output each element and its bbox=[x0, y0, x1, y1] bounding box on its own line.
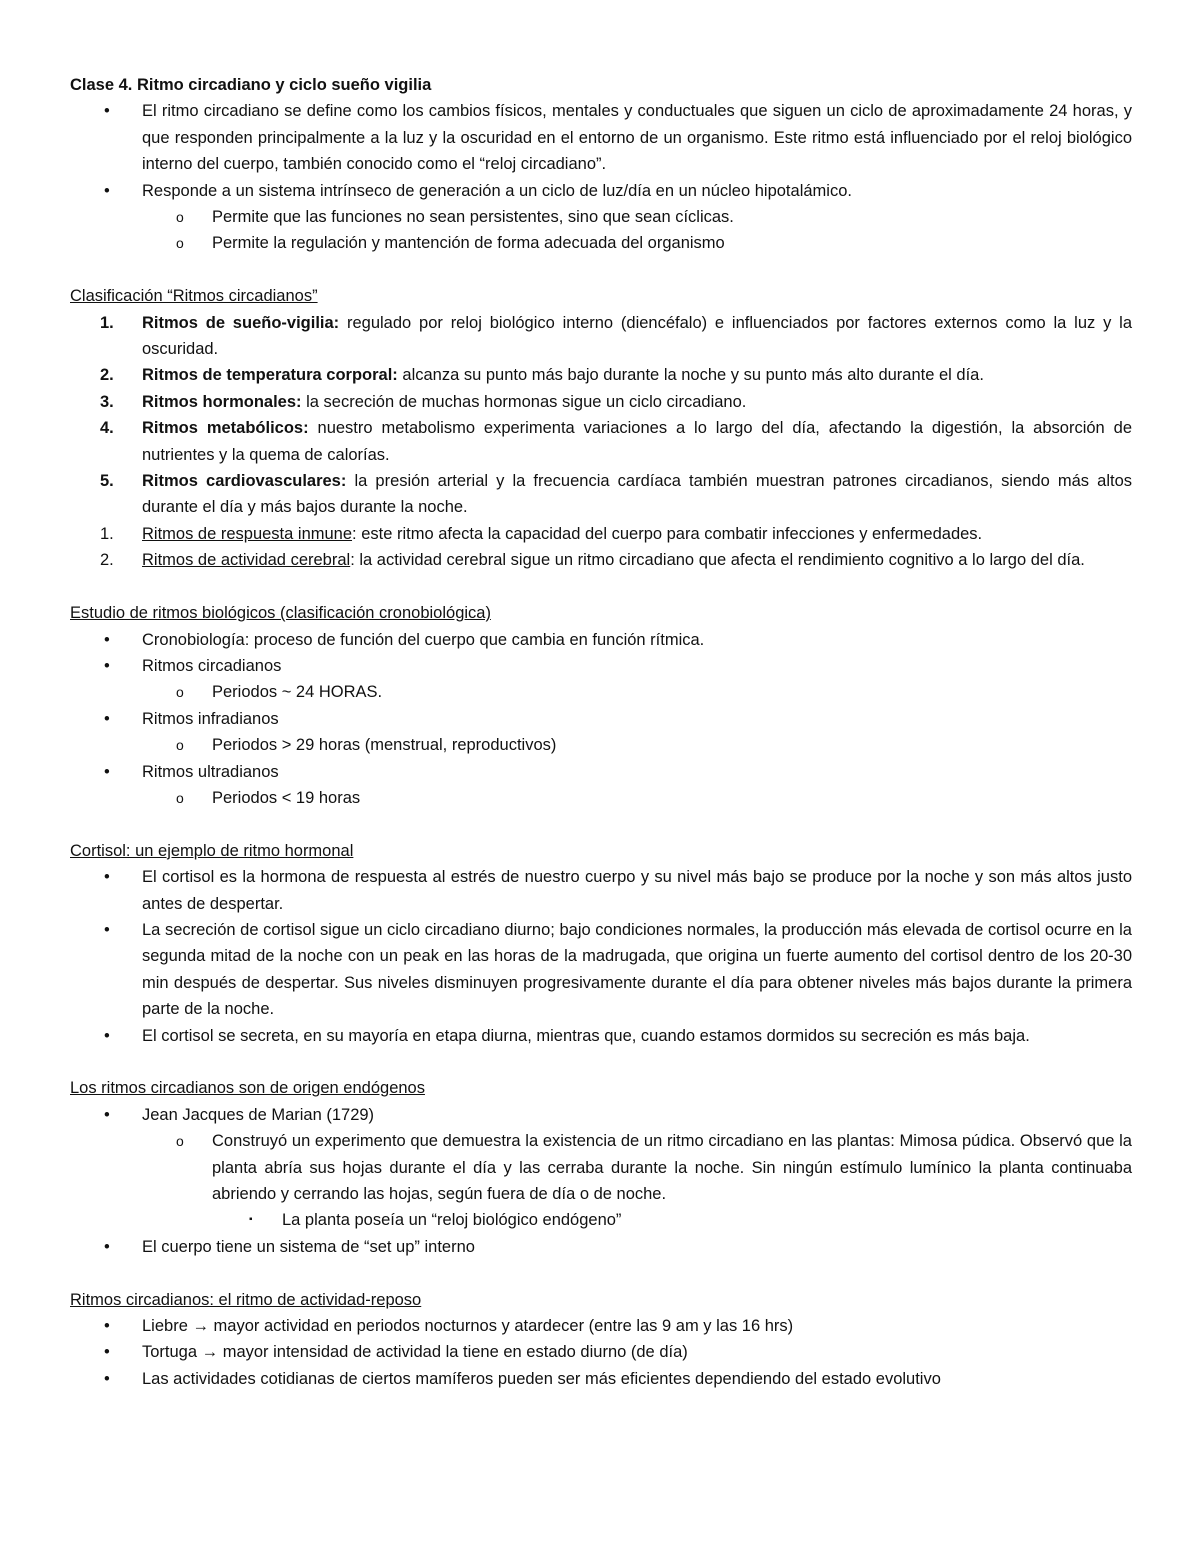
circle-bullet-icon: o bbox=[176, 684, 184, 701]
sub-list-item: o Periodos < 19 horas bbox=[70, 785, 1132, 811]
sub-list-item: o Periodos > 29 horas (menstrual, reproductivos) bbox=[70, 732, 1132, 758]
bullet-icon: • bbox=[104, 1343, 110, 1362]
list-item: 1. Ritmos de sueño-vigilia: regulado por reloj biológico interno (diencéfalo) e influenciados por factores externos como la luz y la oscuridad. bbox=[100, 313, 1132, 359]
list-item: • Jean Jacques de Marian (1729) bbox=[70, 1102, 1132, 1128]
list-item: 2. Ritmos de actividad cerebral: la actividad cerebral sigue un ritmo circadiano que afecta el rendimiento cognitivo a lo largo del día. bbox=[100, 551, 1085, 570]
bullet-icon: • bbox=[104, 1317, 110, 1336]
bullet-list bbox=[70, 627, 1132, 812]
list-item: • Ritmos circadianos bbox=[70, 653, 1132, 679]
list-item: • Ritmos infradianos bbox=[70, 706, 1132, 732]
bullet-icon: • bbox=[104, 1369, 110, 1388]
list-item: • Responde a un sistema intrínseco de generación a un ciclo de luz/día en un núcleo hipotalámico. bbox=[70, 178, 1132, 204]
bullet-icon: • bbox=[104, 709, 110, 728]
list-item: • El cortisol es la hormona de respuesta al estrés de nuestro cuerpo y su nivel más bajo se produce por la noche y son más altos justo antes de despertar. bbox=[70, 864, 1132, 917]
sub-list-item: o Permite que las funciones no sean persistentes, sino que sean cíclicas. bbox=[70, 204, 1132, 230]
bullet-icon: • bbox=[104, 102, 110, 121]
numbered-list bbox=[70, 310, 1132, 574]
section-heading: Cortisol: un ejemplo de ritmo hormonal bbox=[70, 841, 354, 860]
list-item: • El cuerpo tiene un sistema de “set up” interno bbox=[70, 1234, 1132, 1260]
sub-list-item: o Periodos ~ 24 HORAS. bbox=[70, 679, 1132, 705]
circle-bullet-icon: o bbox=[176, 209, 184, 226]
list-item: • El ritmo circadiano se define como los cambios físicos, mentales y conductuales que siguen un ciclo de aproximadamente 24 horas, y que responden principalmente a la luz y la oscuridad en el entorno de un organismo. Este ritmo está influenciado por el reloj biológico interno del cuerpo, también conocido como el “reloj circadiano”. bbox=[70, 98, 1132, 177]
list-item: • El cortisol se secreta, en su mayoría en etapa diurna, mientras que, cuando estamos dormidos su secreción es más baja. bbox=[70, 1023, 1132, 1049]
list-item: • Cronobiología: proceso de función del cuerpo que cambia en función rítmica. bbox=[70, 627, 1132, 653]
bullet-icon: • bbox=[104, 868, 110, 887]
list-item: 1. Ritmos de respuesta inmune: este ritmo afecta la capacidad del cuerpo para combatir infecciones y enfermedades. bbox=[100, 524, 983, 543]
bullet-icon: • bbox=[104, 920, 110, 939]
bullet-icon: • bbox=[104, 1237, 110, 1256]
list-item: • Las actividades cotidianas de ciertos mamíferos pueden ser más eficientes dependiendo del estado evolutivo bbox=[70, 1366, 1132, 1392]
sub-sub-list-item: ▪ La planta poseía un “reloj biológico endógeno” bbox=[70, 1207, 1132, 1233]
bullet-icon: • bbox=[104, 1105, 110, 1124]
list-item: 2. Ritmos de temperatura corporal: alcanza su punto más bajo durante la noche y su punto más alto durante el día. bbox=[100, 366, 984, 385]
section-heading: Los ritmos circadianos son de origen endógenos bbox=[70, 1079, 425, 1098]
document-title: Clase 4. Ritmo circadiano y ciclo sueño vigilia bbox=[70, 76, 432, 94]
section-origen-endogeno bbox=[70, 1075, 1132, 1260]
list-item: 5. Ritmos cardiovasculares: la presión arterial y la frecuencia cardíaca también muestran patrones circadianos, siendo más altos durante el día y más bajos durante la noche. bbox=[100, 472, 1132, 517]
list-item: • Liebre → mayor actividad en periodos nocturnos y atardecer (entre las 9 am y las 16 hrs) bbox=[70, 1313, 1132, 1339]
bullet-list bbox=[70, 864, 1132, 1049]
section-heading: Estudio de ritmos biológicos (clasificación cronobiológica) bbox=[70, 604, 491, 623]
circle-bullet-icon: o bbox=[176, 235, 184, 252]
circle-bullet-icon: o bbox=[176, 1133, 184, 1150]
section-heading: Ritmos circadianos: el ritmo de actividad-reposo bbox=[70, 1290, 422, 1309]
section-actividad-reposo bbox=[70, 1287, 1132, 1393]
list-item: 3. Ritmos hormonales: la secreción de muchas hormonas sigue un ciclo circadiano. bbox=[100, 392, 747, 411]
section-cortisol bbox=[70, 838, 1132, 1049]
bullet-icon: • bbox=[104, 1026, 110, 1045]
list-item: • La secreción de cortisol sigue un ciclo circadiano diurno; bajo condiciones normales, la producción más elevada de cortisol ocurre en la segunda mitad de la noche con un peak en las horas de la madrugada, que origina un fuerte aumento del cortisol dentro de los 20-30 min después de despertar. Sus niveles disminuyen progresivamente durante el día para obtener niveles más bajos durante la primera parte de la noche. bbox=[70, 917, 1132, 1023]
bullet-icon: • bbox=[104, 630, 110, 649]
sub-list-item: o Construyó un experimento que demuestra la existencia de un ritmo circadiano en las plantas: Mimosa púdica. Observó que la planta abría sus hojas durante el día y las cerraba durante la noche. Sin ningún estímulo lumínico la planta continuaba abriendo y cerrando las hojas, según fuera de día o de noche. bbox=[70, 1128, 1132, 1207]
sub-list-item: o Permite la regulación y mantención de forma adecuada del organismo bbox=[70, 230, 1132, 256]
list-item: • Tortuga → mayor intensidad de actividad la tiene en estado diurno (de día) bbox=[70, 1339, 1132, 1365]
square-bullet-icon: ▪ bbox=[249, 1214, 253, 1226]
section-estudio-ritmos bbox=[70, 600, 1132, 811]
bullet-icon: • bbox=[104, 181, 110, 200]
section-heading: Clasificación “Ritmos circadianos” bbox=[70, 287, 318, 306]
section-clasificacion bbox=[70, 283, 1132, 573]
bullet-icon: • bbox=[104, 762, 110, 781]
circle-bullet-icon: o bbox=[176, 737, 184, 754]
section-ritmo-circadiano bbox=[70, 72, 1132, 257]
list-item: 4. Ritmos metabólicos: nuestro metabolismo experimenta variaciones a lo largo del día, afectando la digestión, la absorción de nutrientes y la quema de calorías. bbox=[100, 419, 1132, 464]
document-page bbox=[70, 72, 1132, 1392]
circle-bullet-icon: o bbox=[176, 789, 184, 806]
bullet-list bbox=[70, 98, 1132, 256]
list-item: • Ritmos ultradianos bbox=[70, 759, 1132, 785]
bullet-icon: • bbox=[104, 656, 110, 675]
bullet-list bbox=[70, 1313, 1132, 1392]
bullet-list bbox=[70, 1102, 1132, 1260]
